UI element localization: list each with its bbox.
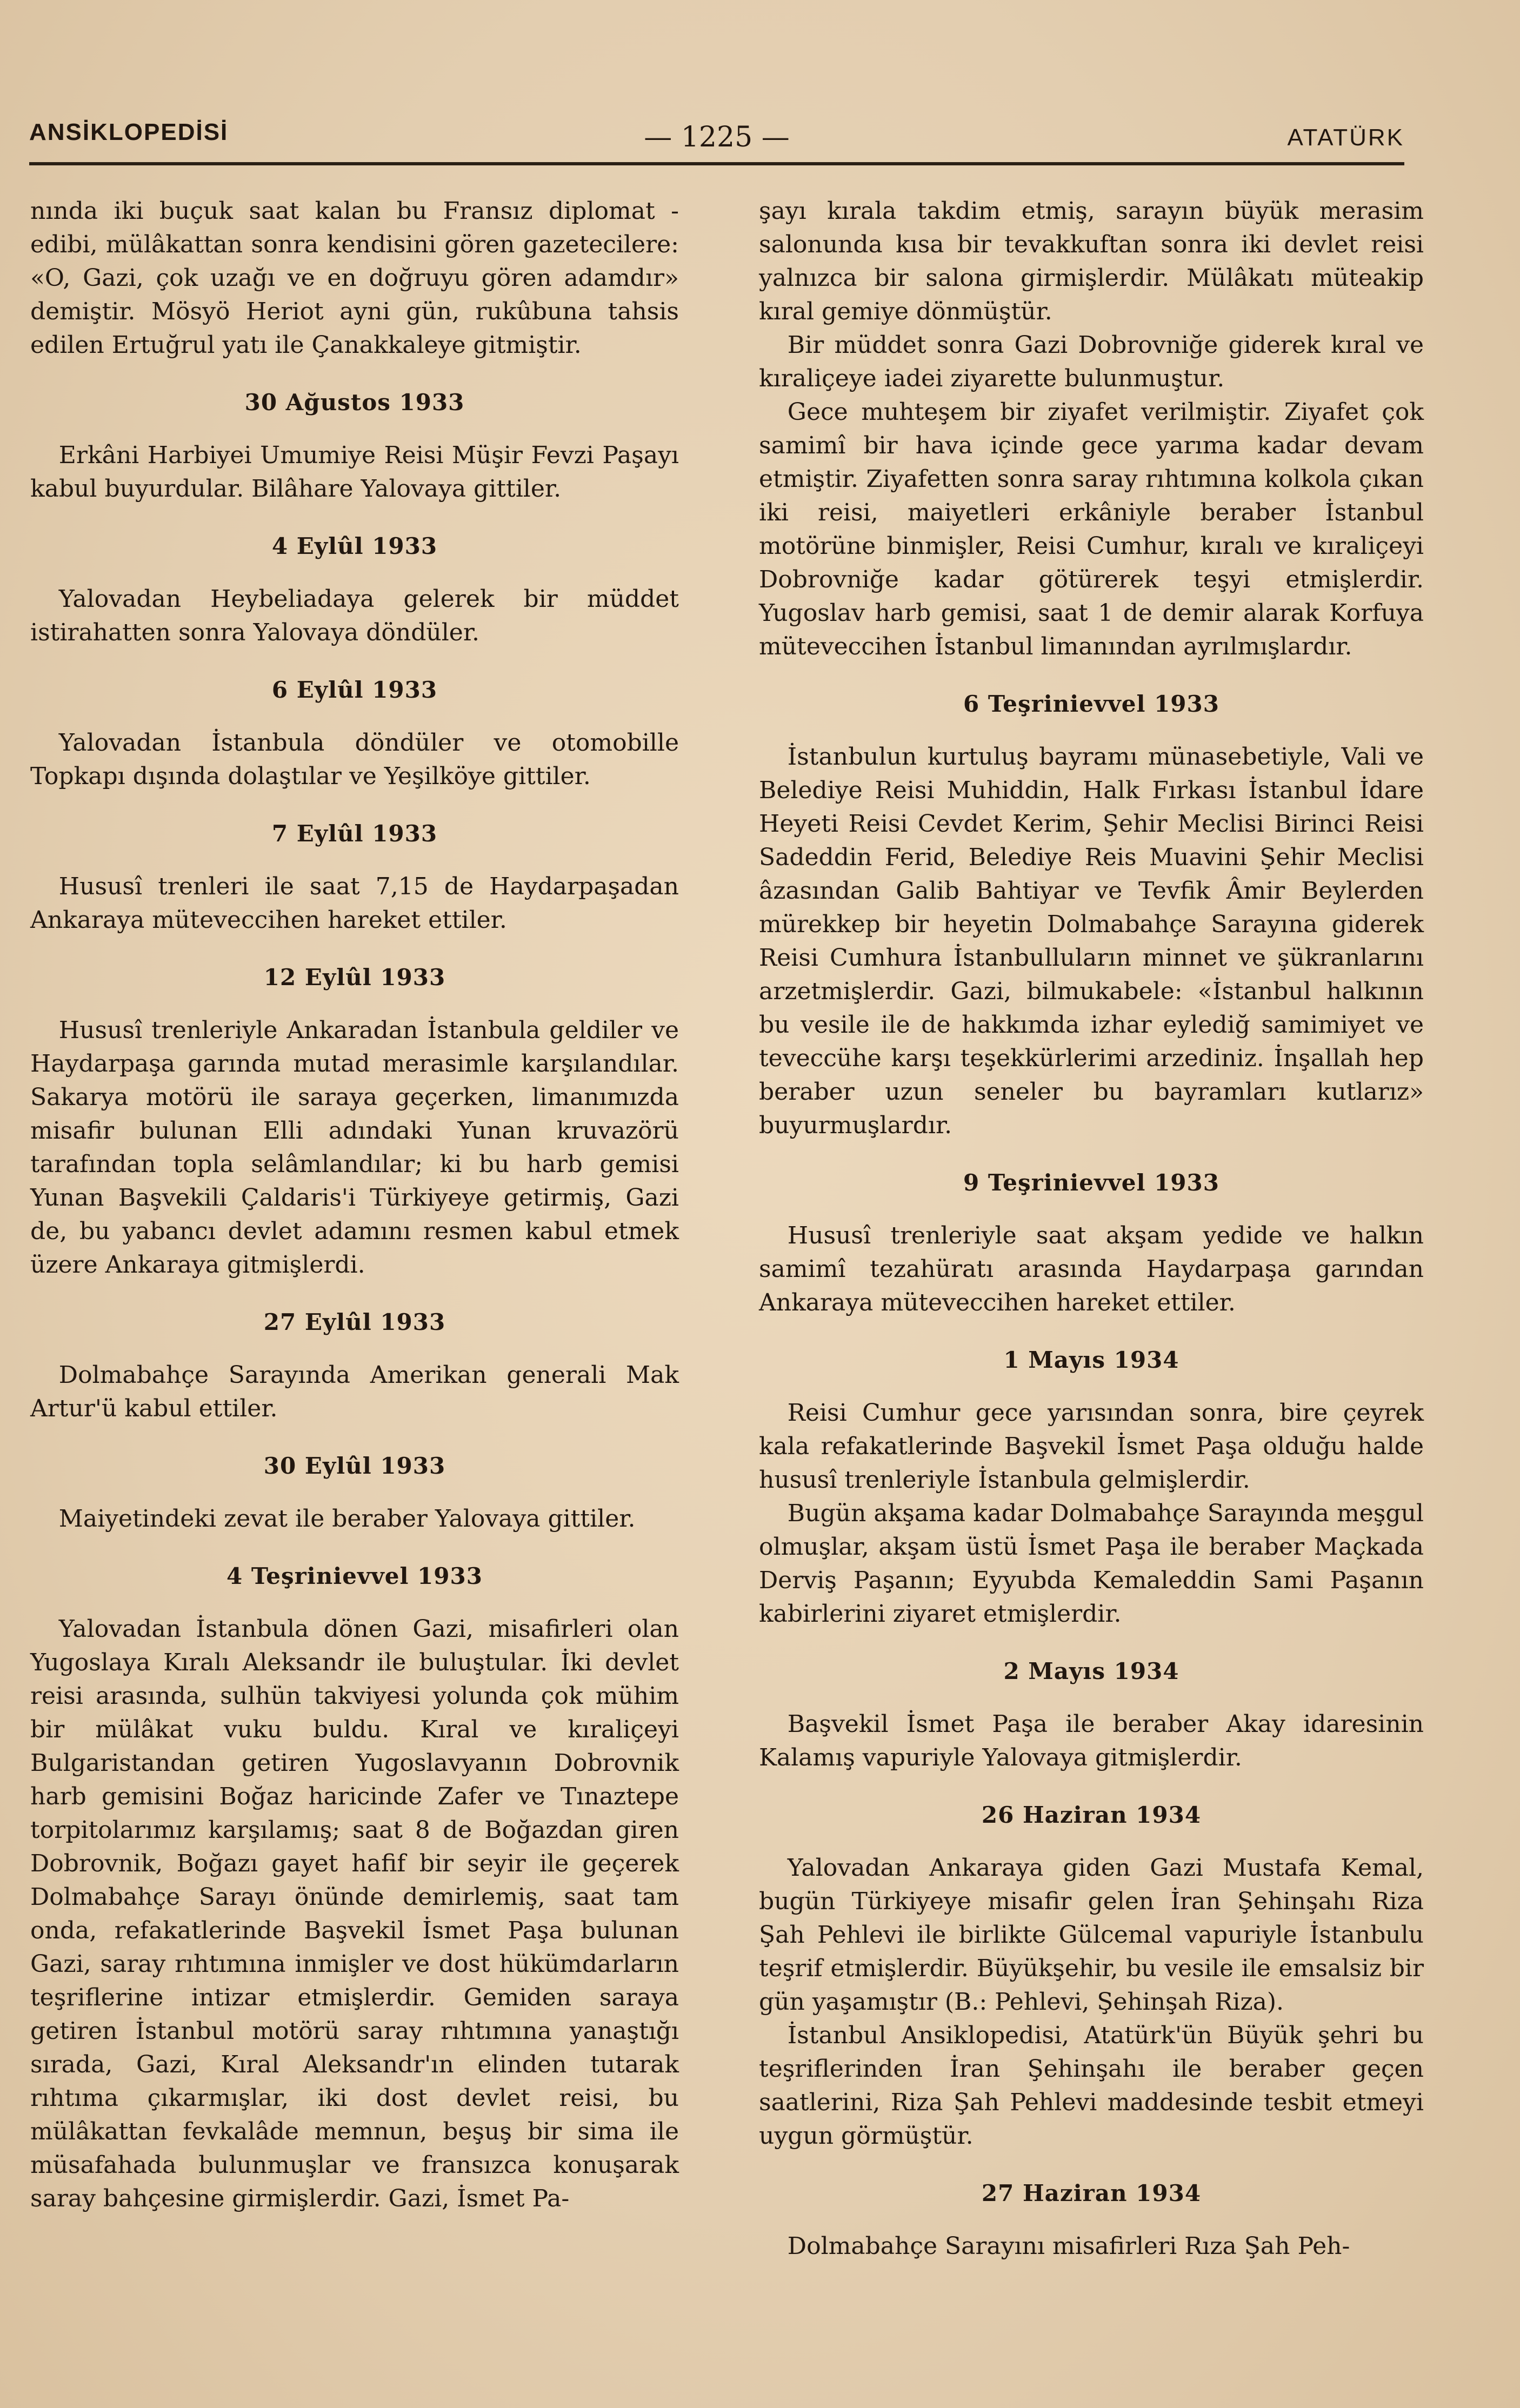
entry-text: Başvekil İsmet Paşa ile beraber Akay idaresinin Kalamış vapuriyle Yalovaya gitmişlerdir. <box>759 1710 1424 1771</box>
entry-text: Yalovadan Heybeliadaya gelerek bir müddet istirahatten sonra Yalovaya döndüler. <box>30 585 679 646</box>
entry-text: Hususî trenleriyle saat akşam yedide ve halkın samimî tezahüratı arasında Haydarpaşa garından Ankaraya müteveccihen hareket ettiler. <box>759 1222 1424 1316</box>
left-intro-paragraph: nında iki buçuk saat kalan bu Fransız diplomat - edibi, mülâkattan sonra kendisini gören gazetecilere: «O, Gazi, çok uzağı ve en doğruyu gören adamdır» demiştir. Mösyö Heriot ayni gün, rukûbuna tahsis edilen Ertuğrul yatı ile Çanakkaleye gitmiştir. <box>30 197 679 359</box>
page-header <box>29 119 1404 168</box>
entry-text: Yalovadan İstanbula döndüler ve otomobille Topkapı dışında dolaştılar ve Yeşilköye gittiler. <box>30 729 679 790</box>
chronology-entry <box>30 1306 679 1426</box>
header-publication-name: ANSİKLOPEDİSİ <box>29 119 229 145</box>
entry-text: Bugün akşama kadar Dolmabahçe Sarayında meşgul olmuşlar, akşam üstü İsmet Paşa ile beraber Maçkada Derviş Paşanın; Eyyubda Kemaleddin Sami Paşanın kabirlerini ziyaret etmişlerdir. <box>759 1500 1424 1628</box>
entry-date: 2 Mayıs 1934 <box>1003 1658 1179 1684</box>
entry-text: İstanbul Ansiklopedisi, Atatürk'ün Büyük şehri bu teşriflerinden İran Şehinşahı ile beraber geçen saatlerini, Riza Şah Pehlevi maddesinde tesbit etmeyi uygun görmüştür. <box>759 2022 1424 2150</box>
chronology-entry <box>30 1449 679 1536</box>
entry-text: İstanbulun kurtuluş bayramı münasebetiyle, Vali ve Belediye Reisi Muhiddin, Halk Fırkası İstanbul İdare Heyeti Reisi Cevdet Kerim, Şehir Meclisi Birinci Reisi Sadeddin Ferid, Belediye Reis Muavini Şehir Meclisi âzasından Galib Bahtiyar ve Tevfik Âmir Beylerden mürekkep bir heyetin Dolmabahçe Sarayına giderek Reisi Cumhura İstanbulluların minnet ve şükranlarını arzetmişlerdir. Gazi, bilmukabele: «İstanbul halkının bu vesile ile de hakkımda izhar eylediğ samimiyet ve teveccühe karşı teşekkürlerimi arzediniz. İnşallah hep beraber uzun seneler bu bayramları kutlarız» buyurmuşlardır. <box>759 743 1424 1139</box>
entry-text: Yalovadan Ankaraya giden Gazi Mustafa Kemal, bugün Türkiyeye misafir gelen İran Şehinşahı Riza Şah Pehlevi ile birlikte Gülcemal vapuriyle İstanbulu teşrif etmişlerdir. Büyükşehir, bu vesile ile emsalsiz bir gün yaşamıştır (B.: Pehlevi, Şehinşah Riza). <box>759 1854 1424 2016</box>
chronology-entry <box>30 673 679 793</box>
chronology-entry <box>759 687 1424 1142</box>
entry-text: Hususî trenleriyle Ankaradan İstanbula geldiler ve Haydarpaşa garında mutad merasimle karşılandılar. Sakarya motörü ile saraya geçerken, limanımızda misafir bulunan Elli adındaki Yunan kruvazörü tarafından topla selâmlandılar; ki bu harb gemisi Yunan Başvekili Çaldaris'i Türkiyeye getirmiş, Gazi de, bu yabancı devlet adamını resmen kabul etmek üzere Ankaraya gitmişlerdi. <box>30 1016 679 1279</box>
right-intro-paragraph: şayı kırala takdim etmiş, sarayın büyük merasim salonunda kısa bir tevakkuftan sonra iki devlet reisi yalnızca bir salona girmişlerdir. Mülâkatı müteakip kıral gemiye dönmüştür. <box>759 197 1424 325</box>
entry-text: Hususî trenleri ile saat 7,15 de Haydarpaşadan Ankaraya müteveccihen hareket ettiler. <box>30 873 679 934</box>
chronology-entry <box>759 1166 1424 1320</box>
entry-date: 1 Mayıs 1934 <box>1003 1347 1179 1373</box>
entry-text: Erkâni Harbiyei Umumiye Reisi Müşir Fevzi Paşayı kabul buyurdular. Bilâhare Yalovaya gittiler. <box>30 442 679 503</box>
entry-date: 4 Teşrinievvel 1933 <box>226 1563 483 1589</box>
entry-text: Maiyetindeki zevat ile beraber Yalovaya gittiler. <box>58 1505 636 1533</box>
entry-date: 6 Eylûl 1933 <box>271 677 438 703</box>
chronology-entry <box>759 1798 1424 2153</box>
chronology-entry <box>30 817 679 937</box>
entry-text: Dolmabahçe Sarayını misafirleri Rıza Şah Peh- <box>787 2232 1350 2260</box>
chronology-entry <box>30 530 679 650</box>
header-rule <box>29 162 1404 165</box>
chronology-entry <box>759 2177 1424 2263</box>
header-entry-title: ATATÜRK <box>1287 124 1404 151</box>
right-intro-paragraph: Bir müddet sonra Gazi Dobrovniğe giderek kıral ve kıraliçeye iadei ziyarette bulunmuştur. <box>759 331 1424 392</box>
entry-date: 9 Teşrinievvel 1933 <box>963 1169 1219 1196</box>
entry-text: Reisi Cumhur gece yarısından sonra, bire çeyrek kala refakatlerinde Başvekil İsmet Paşa olduğu halde hususî trenleriyle İstanbula gelmişlerdir. <box>759 1399 1424 1494</box>
entry-date: 6 Teşrinievvel 1933 <box>963 691 1219 717</box>
entry-text: Dolmabahçe Sarayında Amerikan generali Mak Artur'ü kabul ettiler. <box>30 1361 679 1422</box>
entry-date: 27 Haziran 1934 <box>981 2180 1202 2206</box>
chronology-entry <box>30 961 679 1282</box>
entry-date: 27 Eylûl 1933 <box>263 1309 446 1335</box>
entry-date: 26 Haziran 1934 <box>981 1802 1202 1828</box>
page-number: — 1225 — <box>644 121 790 153</box>
entry-date: 30 Ağustos 1933 <box>244 389 465 416</box>
left-column <box>30 195 679 2216</box>
chronology-entry <box>30 386 679 506</box>
chronology-entry <box>759 1343 1424 1631</box>
right-column <box>759 195 1424 2263</box>
entry-date: 30 Eylûl 1933 <box>263 1453 446 1479</box>
entry-date: 4 Eylûl 1933 <box>271 533 438 559</box>
entry-date: 12 Eylûl 1933 <box>263 964 446 991</box>
entry-text: Yalovadan İstanbula dönen Gazi, misafirleri olan Yugoslaya Kıralı Aleksandr ile buluştular. İki devlet reisi arasında, sulhün takviyesi yolunda çok mühim bir mülâkat vuku buldu. Kıral ve kıraliçeyi Bulgaristandan getiren Yugoslavyanın Dobrovnik harb gemisini Boğaz haricinde Zafer ve Tınaztepe torpitolarımız karşılamış; saat 8 de Boğazdan giren Dobrovnik, Boğazı gayet hafif bir seyir ile geçerek Dolmabahçe Sarayı önünde demirlemiş, saat tam onda, refakatlerinde Başvekil İsmet Paşa bulunan Gazi, saray rıhtımına inmişler ve dost hükümdarların teşriflerine intizar etmişlerdir. Gemiden saraya getiren İstanbul motörü saray rıhtımına yanaştığı sırada, Gazi, Kıral Aleksandr'ın elinden tutarak rıhtıma çıkarmışlar, iki dost devlet reisi, bu mülâkattan fevkalâde memnun, beşuş bir sima ile müsafahada bulunmuşlar ve fransızca konuşarak saray bahçesine girmişlerdir. Gazi, İsmet Pa- <box>30 1615 679 2212</box>
right-intro-paragraph: Gece muhteşem bir ziyafet verilmiştir. Ziyafet çok samimî bir hava içinde gece yarıma kadar devam etmiştir. Ziyafetten sonra saray rıhtımına kolkola çıkan iki reisi, maiyetleri erkâniyle beraber İstanbul motörüne binmişler, Reisi Cumhur, kıralı ve kıraliçeyi Dobrovniğe kadar götürerek teşyi etmişlerdir. Yugoslav harb gemisi, saat 1 de demir alarak Korfuya müteveccihen İstanbul limanından ayrılmışlardır. <box>759 398 1424 660</box>
entry-date: 7 Eylûl 1933 <box>271 820 438 847</box>
chronology-entry <box>759 1655 1424 1775</box>
chronology-entry <box>30 1560 679 2216</box>
